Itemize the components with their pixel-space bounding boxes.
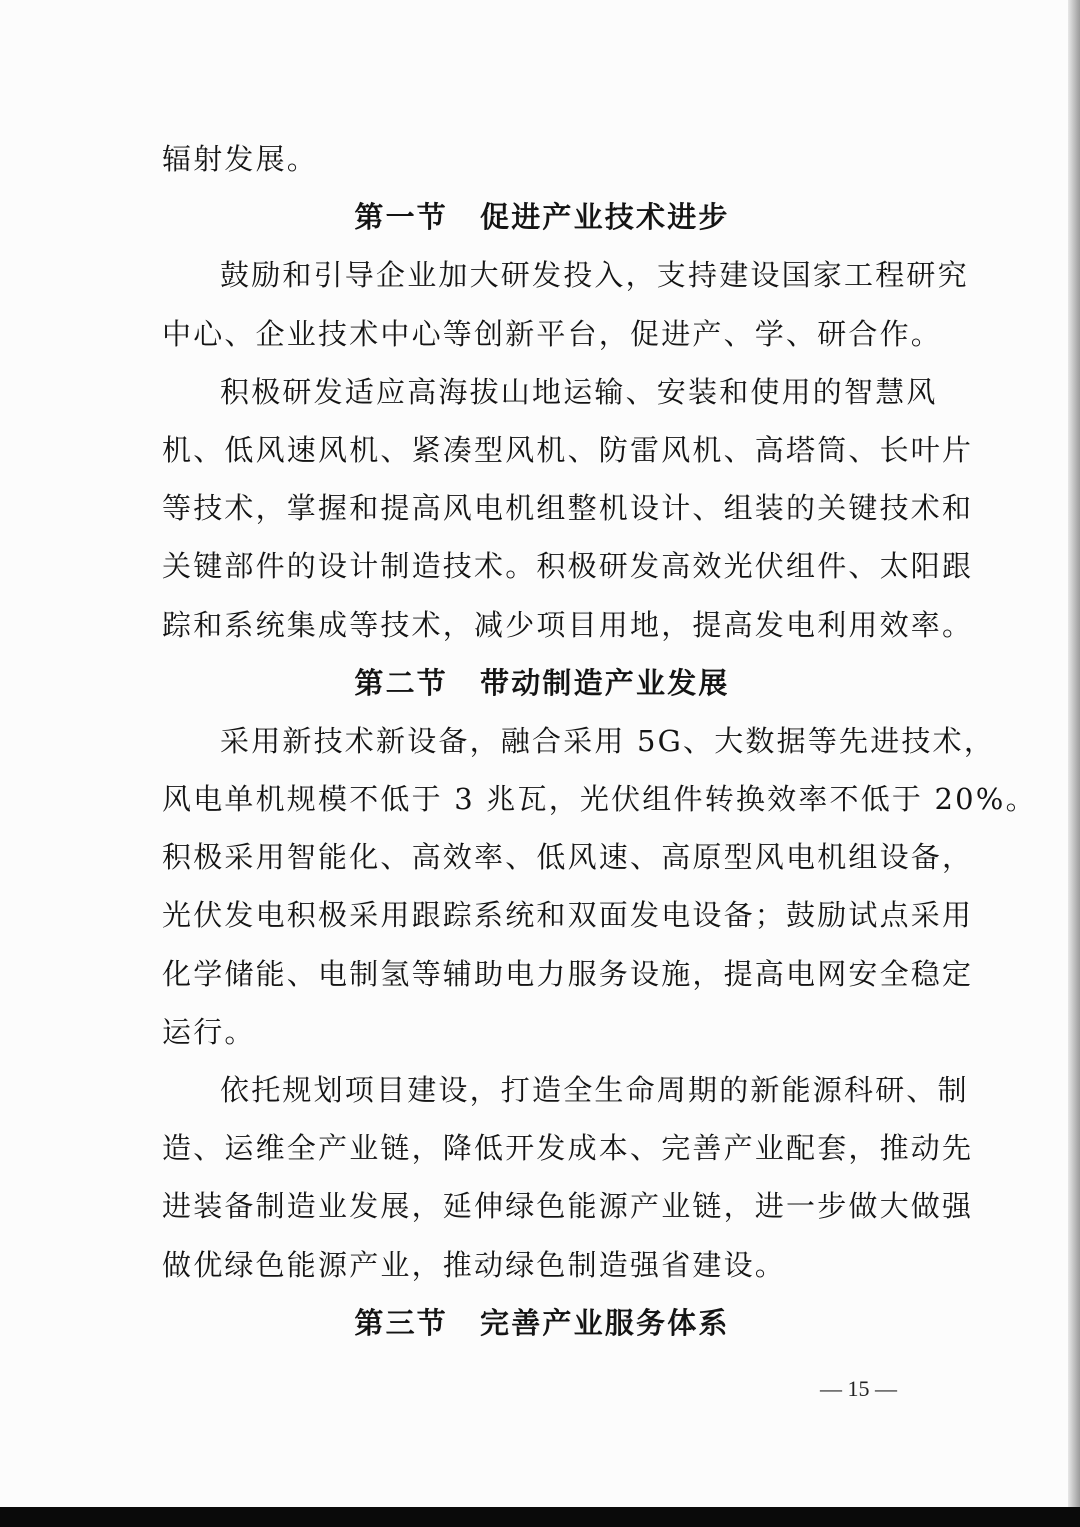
section-heading-3: [162, 1294, 922, 1352]
paragraph-line: 机、低风速风机、紧凑型风机、防雷风机、高塔筒、长叶片: [162, 432, 974, 467]
section-number: 第二节: [354, 665, 448, 700]
paragraph-line: 踪和系统集成等技术，减少项目用地，提高发电利用效率。: [162, 607, 974, 642]
section-title: 完善产业服务体系: [480, 1305, 730, 1340]
paragraph-line: 做优绿色能源产业，推动绿色制造强省建设。: [162, 1247, 787, 1282]
page-number: — 15 —: [820, 1376, 897, 1401]
paragraph-line: 造、运维全产业链，降低开发成本、完善产业配套，推动先: [162, 1131, 974, 1166]
section-number: 第一节: [354, 200, 448, 235]
section-heading-1: [162, 188, 922, 246]
section-heading-2: [162, 654, 922, 712]
paragraph-line: 积极研发适应高海拔山地运输、安装和使用的智慧风: [220, 374, 938, 409]
paragraph-line: 关键部件的设计制造技术。积极研发高效光伏组件、太阳跟: [162, 549, 974, 584]
paragraph-line: 等技术，掌握和提高风电机组整机设计、组装的关键技术和: [162, 491, 974, 526]
page-edge-shadow: [1068, 0, 1080, 1527]
paragraph-line: 辐射发展。: [162, 142, 319, 176]
paragraph-line: 采用新技术新设备，融合采用 5G、大数据等先进技术，: [220, 723, 996, 758]
paragraph-line: 风电单机规模不低于 3 兆瓦，光伏组件转换效率不低于 20%。: [162, 782, 1037, 817]
paragraph-line: 依托规划项目建设，打造全生命周期的新能源科研、制: [220, 1073, 969, 1107]
section-title: 促进产业技术进步: [480, 200, 730, 235]
scan-bottom-border: [0, 1507, 1080, 1527]
paragraph-line: 中心、企业技术中心等创新平台，促进产、学、研合作。: [162, 316, 943, 351]
section-number: 第三节: [354, 1305, 448, 1340]
paragraph-line: 鼓励和引导企业加大研发投入，支持建设国家工程研究: [220, 258, 969, 293]
document-body: [162, 130, 1037, 1352]
paragraph-line: 运行。: [162, 1014, 256, 1049]
section-title: 带动制造产业发展: [480, 665, 730, 700]
paragraph-line: 光伏发电积极采用跟踪系统和双面发电设备；鼓励试点采用: [162, 898, 974, 933]
paragraph-line: 积极采用智能化、高效率、低风速、高原型风电机组设备，: [162, 840, 974, 875]
paragraph-line: 化学储能、电制氢等辅助电力服务设施，提高电网安全稳定: [162, 956, 974, 991]
paragraph-line: 进装备制造业发展，延伸绿色能源产业链，进一步做大做强: [162, 1189, 974, 1224]
